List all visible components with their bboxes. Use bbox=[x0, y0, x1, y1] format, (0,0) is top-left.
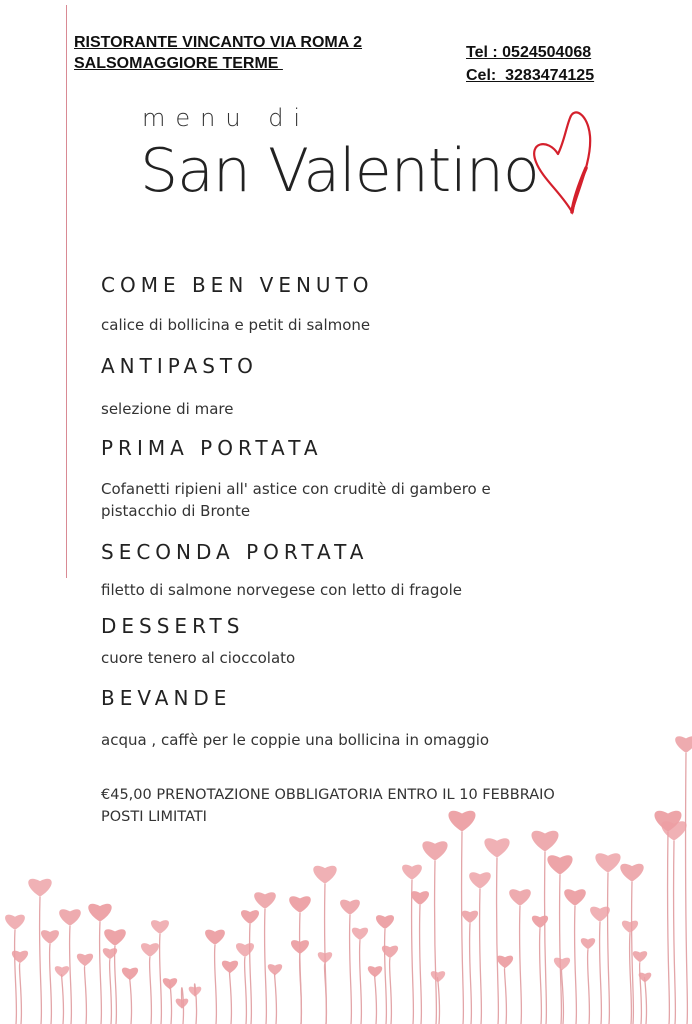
heart-flower-icon bbox=[581, 938, 595, 949]
heart-flower-stem bbox=[150, 957, 152, 1024]
heart-flower-icon bbox=[241, 910, 259, 924]
heart-flower-icon bbox=[205, 930, 225, 945]
heart-flower-icon bbox=[352, 928, 368, 940]
heart-flower-icon bbox=[469, 872, 491, 889]
section-text-prima-portata: Cofanetti ripieni all' astice con cruditè di gambero e pistacchio di Bronte bbox=[101, 480, 491, 520]
heart-flowers-decoration bbox=[0, 720, 692, 1024]
heart-flower-icon bbox=[189, 987, 202, 997]
heart-flower-icon bbox=[462, 911, 478, 923]
heart-flower-stem bbox=[85, 966, 87, 1024]
heart-flower-icon bbox=[402, 865, 422, 880]
price-and-booking-note: €45,00 PRENOTAZIONE OBBLIGATORIA ENTRO IL 10 FEBBRAIO POSTI LIMITATI bbox=[101, 787, 555, 825]
heart-flower-stem bbox=[50, 944, 52, 1024]
heart-flower-icon bbox=[376, 915, 394, 929]
heart-flower-icon bbox=[176, 999, 189, 1009]
heart-flower-icon bbox=[151, 920, 169, 934]
heart-flower-stem bbox=[420, 905, 422, 1024]
restaurant-name-line: RISTORANTE VINCANTO VIA ROMA 2 bbox=[74, 34, 363, 51]
heart-flower-icon bbox=[254, 892, 276, 909]
heart-flower-icon bbox=[340, 900, 360, 915]
heart-flower-stem bbox=[497, 858, 499, 1024]
heart-flower-icon bbox=[411, 891, 429, 905]
section-text-antipasto: selezione di mare bbox=[101, 400, 234, 418]
heart-flower-icon bbox=[291, 940, 309, 954]
heart-flower-stem bbox=[20, 963, 22, 1024]
section-text-seconda-portata: filetto di salmone norvegese con letto di fragole bbox=[101, 581, 462, 599]
heart-flower-stem bbox=[360, 940, 362, 1024]
heart-flower-stem bbox=[110, 959, 112, 1024]
heart-flower-stem bbox=[390, 958, 392, 1024]
heart-flower-icon bbox=[268, 964, 282, 975]
heart-flower-stem bbox=[462, 832, 464, 1024]
heart-flower-stem bbox=[230, 972, 232, 1024]
heart-flower-icon bbox=[41, 930, 59, 944]
heart-flower-icon bbox=[497, 956, 513, 968]
heart-flower-stem bbox=[520, 906, 522, 1024]
heart-flower-stem bbox=[560, 875, 562, 1024]
heart-flower-icon bbox=[289, 896, 311, 913]
section-text-desserts: cuore tenero al cioccolato bbox=[101, 649, 296, 667]
heart-flower-icon bbox=[236, 943, 254, 957]
heart-flower-stem bbox=[640, 962, 642, 1024]
heart-flower-stem bbox=[350, 915, 352, 1024]
heart-flower-icon bbox=[28, 879, 51, 897]
heart-flower-stem bbox=[245, 957, 247, 1024]
heart-flower-stem bbox=[686, 753, 688, 1024]
heart-flower-icon bbox=[633, 951, 647, 962]
red-heart-outline-icon bbox=[528, 98, 598, 216]
section-text-bevande: acqua , caffè per le coppie una bollicina in omaggio bbox=[101, 731, 490, 749]
heart-flower-stem bbox=[412, 880, 414, 1024]
heart-flower-icon bbox=[675, 736, 692, 753]
heart-flower-icon bbox=[484, 838, 509, 857]
heart-flower-icon bbox=[622, 921, 638, 933]
heart-flower-stem bbox=[438, 978, 440, 1024]
heart-flower-stem bbox=[505, 968, 507, 1024]
menu-subtitle: menu di bbox=[142, 104, 311, 132]
heart-flower-icon bbox=[163, 978, 177, 989]
heart-flower-icon bbox=[5, 915, 25, 930]
heart-flower-stem bbox=[275, 973, 277, 1024]
heart-flower-stem bbox=[480, 889, 482, 1024]
heart-flower-stem bbox=[540, 928, 542, 1024]
heart-flower-icon bbox=[318, 952, 332, 963]
telephone-number: Tel : 0524504068 bbox=[466, 44, 592, 61]
section-title-bevande: BEVANDE bbox=[101, 686, 232, 710]
heart-flower-stem bbox=[215, 945, 217, 1024]
heart-flower-stem bbox=[674, 841, 676, 1024]
page-title: San Valentino bbox=[140, 136, 539, 206]
heart-flower-stem bbox=[250, 924, 252, 1024]
mobile-number: Cel: 3283474125 bbox=[466, 67, 595, 84]
heart-flower-icon bbox=[620, 864, 643, 882]
section-title-welcome: COME BEN VENUTO bbox=[101, 273, 374, 297]
section-title-prima-portata: PRIMA PORTATA bbox=[101, 436, 323, 460]
heart-flower-icon bbox=[564, 889, 586, 906]
heart-flower-stem bbox=[575, 906, 577, 1024]
heart-flower-stem bbox=[645, 978, 647, 1024]
heart-flower-icon bbox=[313, 866, 336, 884]
heart-flower-icon bbox=[547, 855, 572, 874]
heart-flower-icon bbox=[77, 954, 93, 966]
heart-flower-icon bbox=[104, 929, 126, 946]
heart-flower-stem bbox=[265, 909, 267, 1024]
section-title-seconda-portata: SECONDA PORTATA bbox=[101, 540, 369, 564]
contact-info bbox=[466, 41, 594, 87]
heart-flower-stem bbox=[15, 930, 17, 1024]
restaurant-city-line: SALSOMAGGIORE TERME bbox=[74, 55, 283, 72]
heart-flower-stem bbox=[70, 926, 72, 1024]
heart-flower-stem bbox=[40, 897, 42, 1024]
heart-flower-icon bbox=[595, 853, 620, 872]
heart-flower-stem bbox=[588, 949, 590, 1024]
heart-flower-icon bbox=[59, 909, 81, 926]
heart-flower-icon bbox=[422, 841, 447, 860]
section-title-antipasto: ANTIPASTO bbox=[101, 354, 258, 378]
heart-flower-stem bbox=[608, 873, 610, 1024]
heart-flower-stem bbox=[600, 922, 602, 1024]
heart-flower-stem bbox=[435, 861, 437, 1024]
restaurant-address bbox=[74, 32, 362, 74]
heart-flower-stem bbox=[668, 832, 670, 1024]
heart-flower-icon bbox=[554, 958, 570, 970]
heart-flower-icon bbox=[368, 966, 382, 977]
section-text-welcome: calice di bollicina e petit di salmone bbox=[101, 316, 371, 334]
heart-flower-stem bbox=[375, 975, 377, 1024]
heart-flower-stem bbox=[115, 946, 117, 1024]
heart-flower-icon bbox=[431, 971, 445, 982]
heart-flower-stem bbox=[100, 922, 102, 1024]
heart-flower-icon bbox=[532, 916, 548, 928]
heart-flower-icon bbox=[222, 961, 238, 973]
heart-flower-stem bbox=[470, 923, 472, 1024]
heart-flower-stem bbox=[545, 852, 547, 1024]
heart-flower-icon bbox=[122, 968, 138, 980]
heart-flower-icon bbox=[88, 904, 111, 922]
heart-flower-icon bbox=[509, 889, 531, 906]
heart-flower-icon bbox=[55, 966, 69, 977]
heart-flower-stem bbox=[130, 976, 132, 1024]
heart-flower-icon bbox=[531, 831, 558, 852]
heart-flower-icon bbox=[141, 943, 159, 957]
vertical-accent-line bbox=[66, 5, 67, 578]
heart-flower-stem bbox=[62, 975, 64, 1024]
section-title-desserts: DESSERTS bbox=[101, 614, 245, 638]
heart-flower-stem bbox=[160, 934, 162, 1024]
heart-flower-icon bbox=[661, 821, 686, 840]
heart-flower-stem bbox=[385, 929, 387, 1024]
heart-flower-icon bbox=[448, 811, 475, 832]
